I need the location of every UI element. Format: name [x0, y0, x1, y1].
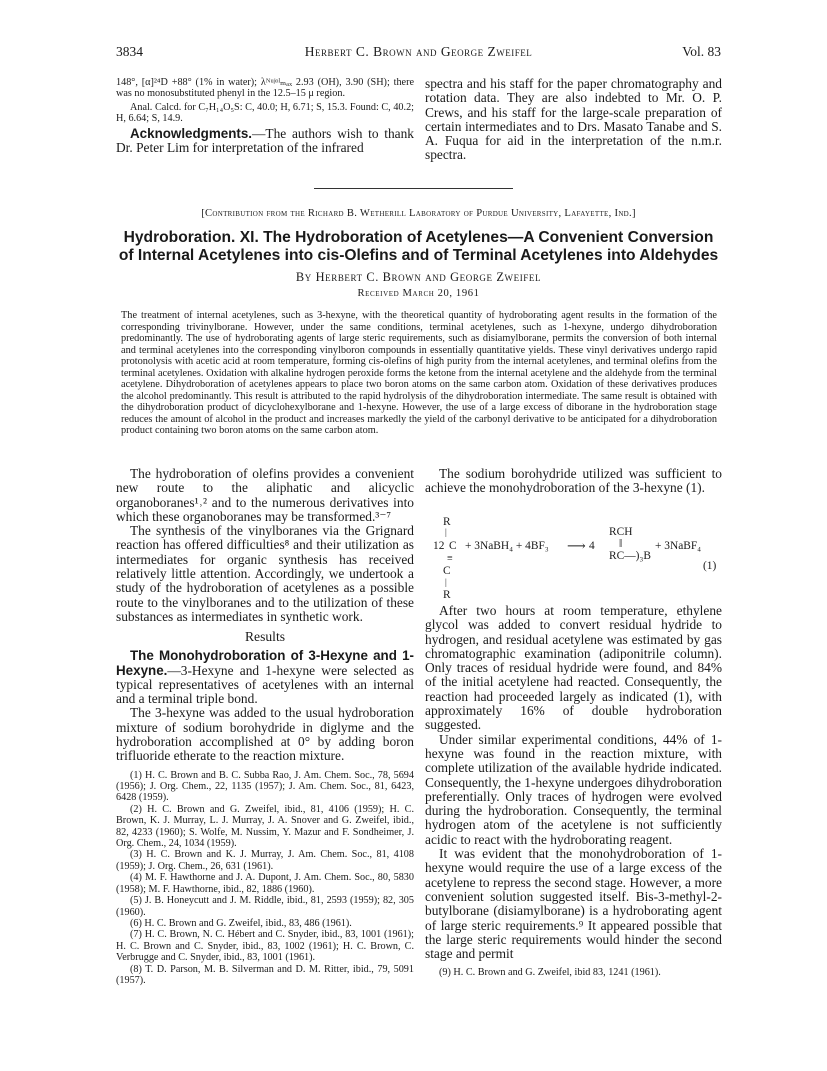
ack-text-left: —The authors wish to thank Dr. Peter Lim for interpretation of the infrared: [116, 125, 414, 155]
abstract: The treatment of internal acetylenes, such as 3-hexyne, with the theoretical quantity of hydroborating agent results in the formation of the corresponding trivinylborane. However, under the same conditions, terminal acetylenes, such as 1-hexyne, undergo dihydroboration predominantly. The use of hydroborating agents of large steric requirements, such as disiamylborane, permits the conversion of both internal and terminal acetylenes into the corresponding vinylboron compounds in essentially quantitative yields. These vinyl derivatives undergo rapid protonolysis with acetic acid at room temperature, forming cis-olefins of high purity from the internal acetylenes, and terminal olefins from the terminal acetylenes. Oxidation with alkaline hydrogen peroxide forms the ketone from the internal acetylene and the aldehyde from the terminal acetylene. Dihydroboration of acetylenes appears to place two boron atoms on the same carbon atom. Oxidation of these derivatives produces the alcohol predominantly. This result is attributed to the rapid hydrolysis of the dihydroboration intermediate. The same result is obtained with the dihydroboration product of dicyclohexylborane and 1-hexyne. However, the use of a large excess of diborane in the hydroboration stage reduces the amount of alcohol in the product and increases markedly the yield of the carbonyl derivative to be anticipated for a dihydroboration product containing two boron atoms on the same carbon atom.: [121, 310, 717, 436]
article-separator-rule: [314, 188, 513, 189]
running-head: [116, 44, 721, 62]
footnote-3: (3) H. C. Brown and K. J. Murray, J. Am. Chem. Soc., 81, 4108 (1959); J. Org. Chem., 26, 631 (1961).: [116, 849, 414, 872]
eq-double-bond: ‖: [619, 538, 623, 550]
eq-carbon-1: C: [449, 540, 457, 552]
running-title: Herbert C. Brown and George Zweifel: [304, 44, 533, 59]
eq-arrow: ⟶: [567, 538, 586, 553]
footnote-9: (9) H. C. Brown and G. Zweifel, ibid 83, 1241 (1961).: [439, 967, 661, 979]
eq-coefficient: 12: [433, 540, 445, 552]
footnotes-left: [116, 770, 414, 987]
prev-anal-text: Anal. Calcd. for C₇H₁₄O₅S: C, 40.0; H, 6.71; S, 15.3. Found: C, 40.2; H, 6.64; S, 14.9.: [116, 101, 414, 125]
footnote-7: (7) H. C. Brown, N. C. Hébert and C. Snyder, ibid., 83, 1001 (1961); H. C. Brown and C. Snyder, ibid., 83, 1002 (1961); H. C. Brown, C. Verbrugge and C. Snyder, ibid., 83, 1001 (1961).: [116, 929, 414, 964]
eq-number: (1): [703, 560, 717, 572]
byline: By Herbert C. Brown and George Zweifel: [295, 270, 542, 284]
received-date: Received March 20, 1961: [357, 288, 480, 299]
prev-article-left: [116, 77, 414, 155]
right-paragraph-3: Under similar experimental conditions, 44% of 1-hexyne was found in the reaction mixture, with complete utilization of the available hydride indicated. Consequently, the 1-hexyne undergoes dihydroboration preferentially. Only traces of hydrogen were evolved during the hydroboration. Consequently, the terminal hydrogen atom of the acetylene is not sufficiently acidic to react with the hydroborating reagent.: [425, 731, 722, 847]
eq-rcb: RC—)₃B: [609, 550, 651, 562]
intro-paragraph-2: The synthesis of the vinylboranes via the Grignard reaction has offered difficulties⁸ and their utilization as intermediates for organic synthesis has received relatively little attention. Accordingly, we undertook a study of the hydroboration of acetylenes as a possible route to the vinylboranes and to the utilization of these substances as intermediates in synthetic work.: [116, 523, 414, 624]
eq-bottom-r: R: [443, 589, 451, 601]
eq-bond-top: |: [445, 527, 447, 537]
article-title: Hydroboration. XI. The Hydroboration of Acetylenes—A Convenient Conversion of Internal Acetylenes into cis-Olefins and of Terminal Acetylenes into Aldehydes: [118, 229, 719, 264]
footnote-6: (6) H. C. Brown and G. Zweifel, ibid., 83, 486 (1961).: [130, 917, 352, 929]
eq-triple-bond: ≡: [447, 553, 453, 564]
mono-paragraph-1: [116, 649, 414, 706]
contribution-line: [Contribution from the Richard B. Wetherill Laboratory of Purdue University, Lafayette, Ind.]: [201, 208, 636, 219]
mono-text-1: —3-Hexyne and 1-hexyne were selected as typical representatives of acetylenes with an internal and a terminal triple bond.: [116, 662, 414, 707]
eq-nabf4: + 3NaBF₄: [655, 540, 702, 552]
equation-1: [433, 516, 723, 612]
eq-bond-bottom: |: [445, 577, 447, 587]
prev-article-right: spectra and his staff for the paper chromatography and rotation data. They are also indebted to Mr. O. P. Crews, and his staff for the large-scale preparation of certain intermediates and to Drs. Masato Tanabe and S. A. Fuqua for aid in the interpretation of the n.m.r. spectra.: [425, 76, 722, 163]
eq-four: 4: [589, 540, 595, 552]
footnote-2: (2) H. C. Brown and G. Zweifel, ibid., 81, 4106 (1959); H. C. Brown, K. J. Murray, L. J. Murray, J. A. Snover and G. Zweifel, ibid., 82, 4233 (1960); S. Wolfe, M. Nussim, Y. Mazur and F. Sondheimer, J. Org. Chem., 24, 1034 (1959).: [116, 803, 414, 850]
right-body-column-top: [425, 467, 722, 496]
right-body-column: [425, 604, 722, 979]
footnote-5: (5) J. B. Honeycutt and J. M. Riddle, ibid., 81, 2593 (1959); 82, 305 (1960).: [116, 895, 414, 918]
eq-top-r: R: [443, 516, 451, 528]
ack-label: Acknowledgments.: [130, 125, 253, 141]
results-heading: Results: [244, 629, 286, 645]
volume-label: Vol. 83: [682, 44, 721, 59]
eq-rch: RCH: [609, 526, 633, 538]
footnote-1: (1) H. C. Brown and B. C. Subba Rao, J. Am. Chem. Soc., 78, 5694 (1956); J. Org. Chem., 22, 1135 (1957); J. Am. Chem. Soc., 81, 6423, 6428 (1959).: [116, 769, 414, 804]
right-paragraph-1: The sodium borohydride utilized was sufficient to achieve the monohydroboration of the 3-hexyne (1).: [425, 466, 722, 496]
left-body-column: [116, 467, 414, 986]
footnote-4: (4) M. F. Hawthorne and J. A. Dupont, J. Am. Chem. Soc., 80, 5830 (1958); M. F. Hawthorne, ibid., 82, 1886 (1960).: [116, 872, 414, 895]
right-paragraph-2: After two hours at room temperature, ethylene glycol was added to convert residual hydride to hydrogen, and residual acetylene was estimated by gas chromatographic examination (adiponitrile column). Only traces of residual hydride were found, and 84% of the initial acetylene had reacted. Consequently, the reaction had proceeded largely as indicated (1), with approximately 16% of double hydroboration suggested.: [425, 603, 722, 733]
eq-reagents: + 3NaBH₄ + 4BF₃: [465, 540, 549, 552]
footnote-8: (8) T. D. Parson, M. B. Silverman and D. M. Ritter, ibid., 79, 5091 (1957).: [116, 963, 414, 986]
prev-ack-paragraph: [116, 127, 414, 156]
prev-data-text: 148°, [α]²⁴D +88° (1% in water); λᴺᵘʲᵒˡₘₐₓ 2.93 (OH), 3.90 (SH); there was no monosubstituted phenyl in the 12.5–15 μ region.: [116, 77, 414, 100]
right-paragraph-4: It was evident that the monohydroboration of 1-hexyne would require the use of a large excess of the acetylene to repress the second stage. However, a more convenient solution suggested itself. Bis-3-methyl-2-butylborane (disiamylborane) is a hydroborating agent of large steric requirements.⁹ It appeared possible that the large steric requirements would hinder the second stage and permit: [425, 846, 722, 962]
intro-paragraph-1: The hydroboration of olefins provides a convenient new route to the aliphatic and alicyclic organoboranes¹˒² and to the numerous derivatives into which these organoboranes may be transformed.³⁻⁷: [116, 466, 414, 524]
mono-paragraph-2: The 3-hexyne was added to the usual hydroboration mixture of sodium borohydride in diglyme and the hydroboration accomplished at 0° by adding boron trifluoride etherate to the reaction mixture.: [116, 705, 414, 764]
page-number: 3834: [116, 44, 143, 59]
mono-section-label: The Monohydroboration of 3-Hexyne and 1-Hexyne.: [116, 648, 414, 678]
eq-carbon-2: C: [443, 565, 451, 577]
